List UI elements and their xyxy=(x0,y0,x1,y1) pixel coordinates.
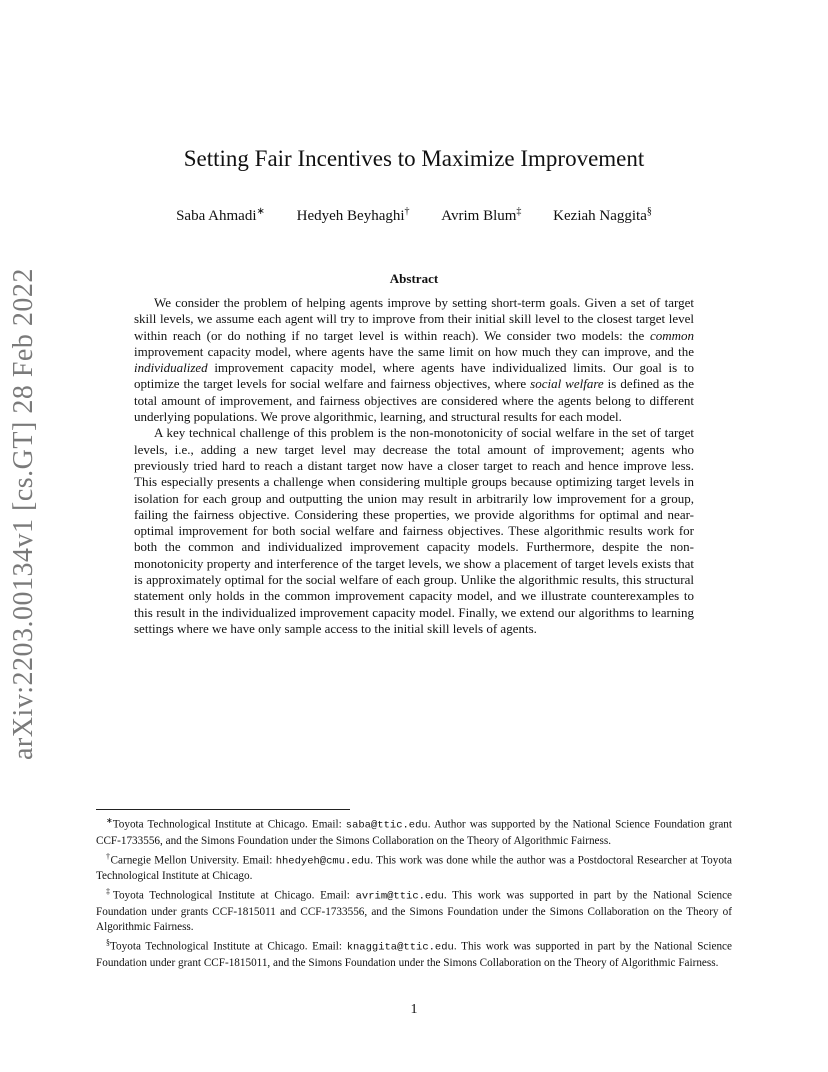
abstract-paragraph: A key technical challenge of this problem is the non-monotonicity of social welfare in the set of target levels, i.e., adding a new target level may decrease the total amount of improvement; agents who previously tried hard to reach a distant target now have a closer target to reach and hence improve less. This especially presents a challenge when considering multiple groups because optimizing target levels in isolation for each group and outputting the union may result in arbitrarily low improvement for a group, failing the fairness objective. Considering these properties, we provide algorithms for optimal and near-optimal improvement for both social welfare and fairness objectives. These algorithmic results work for both the common and individualized improvement capacity models. Furthermore, despite the non-monotonicity property and interference of the target levels, we show a placement of target levels exists that is approximately optimal for the social welfare of each group. Unlike the algorithmic results, this structural statement only holds in the common improvement capacity model, and we illustrate counterexamples to this result in the individualized improvement capacity model. Finally, we extend our algorithms to learning settings where we have only sample access to the initial skill levels of agents. xyxy=(134,425,694,636)
author-footnote-mark: ‡ xyxy=(516,206,522,217)
footnote-rule xyxy=(96,809,350,810)
author-list xyxy=(0,206,828,225)
footnote-email: hhedyeh@cmu.edu xyxy=(275,855,371,868)
author-name: Hedyeh Beyhaghi xyxy=(296,208,405,224)
author-name: Keziah Naggita xyxy=(553,208,647,224)
footnote-text: Toyota Technological Institute at Chicago. Email: xyxy=(110,940,347,953)
footnote-email: avrim@ttic.edu xyxy=(355,891,444,904)
footnote-text: . This work was supported in part by the National Science Foundation under grant CCF-1815011, and the Simons Foundation under the Simons Collaboration on the Theory of Algorithmic Fairness. xyxy=(96,940,732,969)
author-footnote-mark: § xyxy=(646,206,652,217)
footnote xyxy=(96,884,732,935)
abstract-paragraph xyxy=(134,295,694,425)
author-name: Saba Ahmadi xyxy=(176,208,257,224)
footnote-mark: † xyxy=(106,851,111,861)
footnote-text: . This work was done while the author was a Postdoctoral Researcher at Toyota Technological Institute at Chicago. xyxy=(96,854,733,883)
footnote-text: Toyota Technological Institute at Chicago. Email: xyxy=(112,818,346,831)
footnote-email: knaggita@ttic.edu xyxy=(346,941,454,954)
footnote-mark: ‡ xyxy=(106,887,113,897)
author xyxy=(441,206,521,225)
footnote-text: . This work was supported in part by the National Science Foundation under grants CCF-1815011 and CCF-1733556, and the Simons Foundation under the Simons Collaboration on the Theory of Algorithmic Fairness. xyxy=(96,890,733,934)
footnotes xyxy=(96,813,732,971)
abstract-text: improvement capacity model, where agents have the same limit on how much they can improve, and the xyxy=(134,343,694,359)
footnote-text: Carnegie Mellon University. Email: xyxy=(110,854,276,867)
footnote xyxy=(96,813,732,849)
author xyxy=(176,206,265,225)
abstract-emphasis: individualized xyxy=(134,360,208,376)
abstract-body xyxy=(134,295,694,637)
footnote-mark: § xyxy=(106,938,110,948)
arxiv-sidebar-stamp: arXiv:2203.00134v1 [cs.GT] 28 Feb 2022 xyxy=(8,268,39,760)
footnote-email: saba@ttic.edu xyxy=(345,819,428,832)
author-footnote-mark: † xyxy=(404,206,410,217)
author-name: Avrim Blum xyxy=(441,208,517,224)
footnote xyxy=(96,935,732,971)
abstract-text: We consider the problem of helping agents improve by setting short-term goals. Given a set of target skill levels, we assume each agent will try to improve from their initial skill level to the closest target level within reach (or do nothing if no target level is within reach). We consider two models: the xyxy=(134,295,694,343)
author-footnote-mark: ∗ xyxy=(256,206,265,217)
author xyxy=(553,206,652,225)
abstract-heading: Abstract xyxy=(389,271,439,286)
footnote xyxy=(96,849,732,885)
footnote-text: . Author was supported by the National Science Foundation grant CCF-1733556, and the Simons Foundation under the Simons Collaboration on the Theory of Algorithmic Fairness. xyxy=(96,818,732,847)
paper-title: Setting Fair Incentives to Maximize Improvement xyxy=(183,146,645,171)
abstract-emphasis: common xyxy=(649,327,694,343)
page-number: 1 xyxy=(410,1002,418,1017)
abstract-emphasis: social welfare xyxy=(530,376,604,392)
footnote-text: Toyota Technological Institute at Chicago. Email: xyxy=(112,890,356,903)
abstract-text: is defined as the total amount of improvement, and fairness objectives are considered where the agents belong to different underlying populations. We prove algorithmic, learning, and structural results for each model. xyxy=(134,376,694,425)
abstract-text: improvement capacity model, where agents have individualized limits. Our goal is to optimize the target levels for social welfare and fairness objectives, where xyxy=(134,360,694,392)
footnote-mark: ∗ xyxy=(106,816,113,825)
author xyxy=(297,206,410,225)
